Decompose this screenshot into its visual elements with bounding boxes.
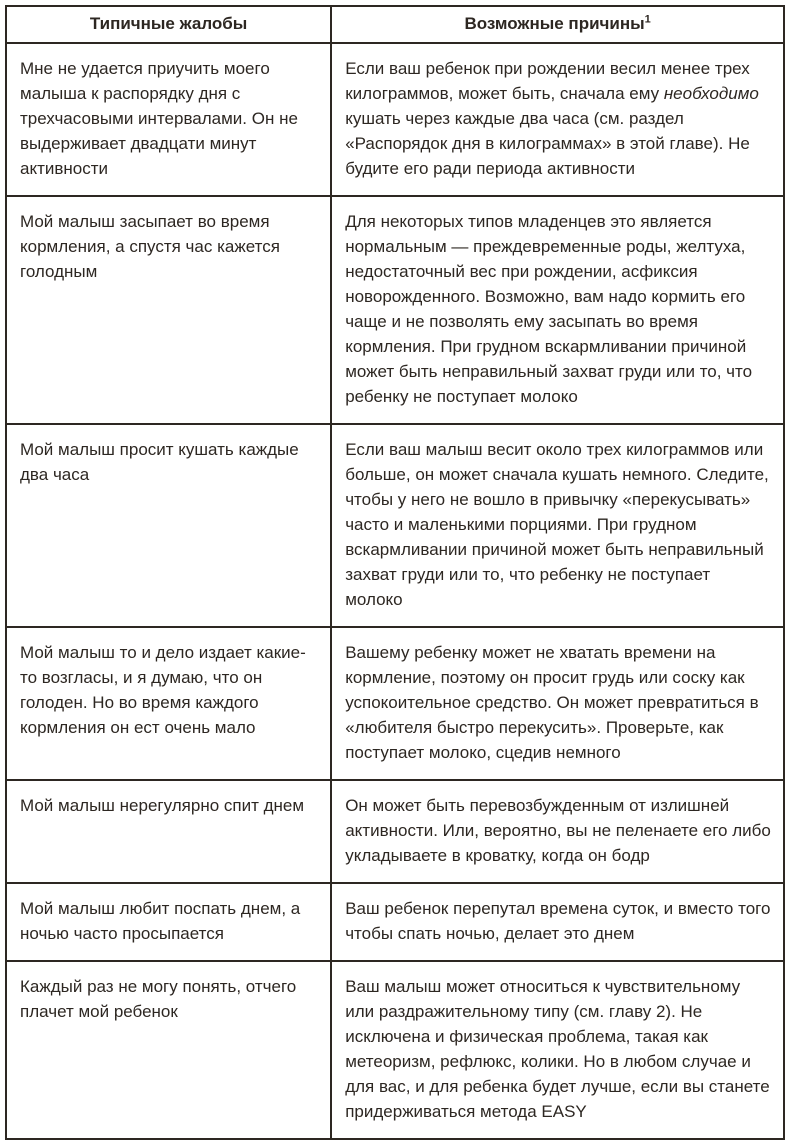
header-typical-complaints-label: Типичные жалобы <box>89 14 248 33</box>
header-possible-causes-label: Возможные причины <box>464 14 645 33</box>
complaint-cell: Мой малыш то и дело издает какие-то возгласы, и я думаю, что он голоден. Но во время каждого кормления он ест очень мало <box>6 627 331 780</box>
cause-cell: Он может быть перевозбужденным от излишней активности. Или, вероятно, вы не пеленаете его либо укладываете в кроватку, когда он бодр <box>331 780 784 883</box>
complaint-cell: Каждый раз не могу понять, отчего плачет мой ребенок <box>6 961 331 1139</box>
table-header <box>6 6 784 43</box>
cause-cell: Для некоторых типов младенцев это является нормальным — преждевременные роды, желтуха, недостаточный вес при рождении, асфиксия новорожденного. Возможно, вам надо кормить его чаще и не позволять ему засыпать во время кормления. При грудном вскармливании причиной может быть неправильный захват груди или то, что ребенку не поступает молоко <box>331 196 784 424</box>
table-row <box>6 424 784 627</box>
table-row <box>6 196 784 424</box>
cause-cell: Если ваш малыш весит около трех килограммов или больше, он может сначала кушать немного. Следите, чтобы у него не вошло в привычку «перекусывать» часто и маленькими порциями. При грудном вскармливании причиной может быть неправильный захват груди или то, что ребенку не поступает молоко <box>331 424 784 627</box>
table-row <box>6 627 784 780</box>
table-body <box>6 43 784 1139</box>
table-row <box>6 883 784 961</box>
complaints-causes-table <box>5 5 785 1140</box>
cause-cell: Ваш малыш может относиться к чувствительному или раздражительному типу (см. главу 2). Не исключена и физическая проблема, такая как метеоризм, рефлюкс, колики. Но в любом случае и для вас, и для ребенка будет лучше, если вы станете придерживаться метода EASY <box>331 961 784 1139</box>
cause-cell: Вашему ребенку может не хватать времени на кормление, поэтому он просит грудь или соску как успокоительное средство. Он может превратиться в «любителя быстро перекусить». Проверьте, как поступает молоко, сцедив немного <box>331 627 784 780</box>
table-row <box>6 780 784 883</box>
table-row <box>6 961 784 1139</box>
table-header-row <box>6 6 784 43</box>
footnote-marker: 1 <box>644 13 651 26</box>
cause-cell: Если ваш ребенок при рождении весил менее трех килограммов, может быть, сначала ему необходимо кушать через каждые два часа (см. раздел «Распорядок дня в килограммах» в этой главе). Не будите его ради периода активности <box>331 43 784 196</box>
complaint-cell: Мой малыш просит кушать каждые два часа <box>6 424 331 627</box>
cause-cell: Ваш ребенок перепутал времена суток, и вместо того чтобы спать ночью, делает это днем <box>331 883 784 961</box>
header-possible-causes <box>331 6 784 43</box>
complaint-cell: Мне не удается приучить моего малыша к распорядку дня с трехчасовыми интервалами. Он не выдерживает двадцати минут активности <box>6 43 331 196</box>
complaint-cell: Мой малыш любит поспать днем, а ночью часто просыпается <box>6 883 331 961</box>
table-row <box>6 43 784 196</box>
complaint-cell: Мой малыш засыпает во время кормления, а спустя час кажется голодным <box>6 196 331 424</box>
complaint-cell: Мой малыш нерегулярно спит днем <box>6 780 331 883</box>
header-typical-complaints <box>6 6 331 43</box>
